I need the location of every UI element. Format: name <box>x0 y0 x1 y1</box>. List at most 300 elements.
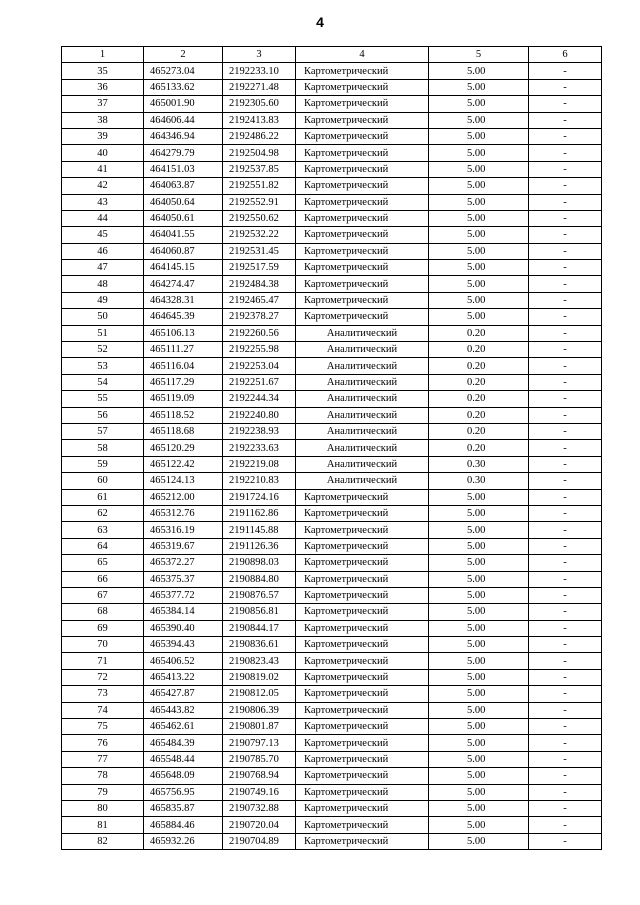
accuracy-cell: 5.00 <box>429 522 529 538</box>
method-cell: Картометрический <box>296 784 429 800</box>
point-number-cell: 52 <box>62 342 144 358</box>
note-cell: - <box>529 440 602 456</box>
table-row <box>62 768 602 784</box>
point-number-cell: 38 <box>62 112 144 128</box>
method-cell: Аналитический <box>296 473 429 489</box>
x-coordinate-cell: 465427.87 <box>144 686 223 702</box>
x-coordinate-cell: 465756.95 <box>144 784 223 800</box>
y-coordinate-cell: 2190801.87 <box>223 719 296 735</box>
y-coordinate-cell: 2190806.39 <box>223 702 296 718</box>
accuracy-cell: 5.00 <box>429 768 529 784</box>
method-cell: Аналитический <box>296 440 429 456</box>
x-coordinate-cell: 464606.44 <box>144 112 223 128</box>
accuracy-cell: 5.00 <box>429 800 529 816</box>
accuracy-cell: 5.00 <box>429 276 529 292</box>
y-coordinate-cell: 2192517.59 <box>223 260 296 276</box>
x-coordinate-cell: 464279.79 <box>144 145 223 161</box>
y-coordinate-cell: 2192255.98 <box>223 342 296 358</box>
x-coordinate-cell: 465106.13 <box>144 325 223 341</box>
point-number-cell: 47 <box>62 260 144 276</box>
x-coordinate-cell: 464060.87 <box>144 243 223 259</box>
table-row <box>62 522 602 538</box>
accuracy-cell: 5.00 <box>429 178 529 194</box>
method-cell: Картометрический <box>296 686 429 702</box>
x-coordinate-cell: 465413.22 <box>144 669 223 685</box>
header-col-4: 4 <box>296 47 429 63</box>
note-cell: - <box>529 374 602 390</box>
header-col-6: 6 <box>529 47 602 63</box>
note-cell: - <box>529 686 602 702</box>
accuracy-cell: 5.00 <box>429 112 529 128</box>
accuracy-cell: 5.00 <box>429 604 529 620</box>
note-cell: - <box>529 358 602 374</box>
table-row <box>62 112 602 128</box>
note-cell: - <box>529 145 602 161</box>
point-number-cell: 73 <box>62 686 144 702</box>
point-number-cell: 49 <box>62 292 144 308</box>
y-coordinate-cell: 2190856.81 <box>223 604 296 620</box>
x-coordinate-cell: 465118.68 <box>144 423 223 439</box>
accuracy-cell: 5.00 <box>429 309 529 325</box>
note-cell: - <box>529 505 602 521</box>
point-number-cell: 71 <box>62 653 144 669</box>
y-coordinate-cell: 2192260.56 <box>223 325 296 341</box>
point-number-cell: 39 <box>62 128 144 144</box>
table-row <box>62 735 602 751</box>
method-cell: Картометрический <box>296 587 429 603</box>
note-cell: - <box>529 79 602 95</box>
table-row <box>62 702 602 718</box>
x-coordinate-cell: 465932.26 <box>144 833 223 849</box>
accuracy-cell: 5.00 <box>429 751 529 767</box>
x-coordinate-cell: 465120.29 <box>144 440 223 456</box>
header-col-3: 3 <box>223 47 296 63</box>
point-number-cell: 80 <box>62 800 144 816</box>
x-coordinate-cell: 465316.19 <box>144 522 223 538</box>
table-row <box>62 423 602 439</box>
accuracy-cell: 5.00 <box>429 194 529 210</box>
y-coordinate-cell: 2192552.91 <box>223 194 296 210</box>
table-row <box>62 276 602 292</box>
y-coordinate-cell: 2192532.22 <box>223 227 296 243</box>
x-coordinate-cell: 464041.55 <box>144 227 223 243</box>
x-coordinate-cell: 465122.42 <box>144 456 223 472</box>
note-cell: - <box>529 194 602 210</box>
x-coordinate-cell: 465835.87 <box>144 800 223 816</box>
x-coordinate-cell: 464063.87 <box>144 178 223 194</box>
point-number-cell: 69 <box>62 620 144 636</box>
note-cell: - <box>529 620 602 636</box>
y-coordinate-cell: 2190819.02 <box>223 669 296 685</box>
note-cell: - <box>529 653 602 669</box>
method-cell: Картометрический <box>296 489 429 505</box>
note-cell: - <box>529 276 602 292</box>
x-coordinate-cell: 465133.62 <box>144 79 223 95</box>
method-cell: Картометрический <box>296 735 429 751</box>
method-cell: Аналитический <box>296 407 429 423</box>
x-coordinate-cell: 465312.76 <box>144 505 223 521</box>
method-cell: Картометрический <box>296 210 429 226</box>
x-coordinate-cell: 465319.67 <box>144 538 223 554</box>
method-cell: Аналитический <box>296 374 429 390</box>
y-coordinate-cell: 2192238.93 <box>223 423 296 439</box>
note-cell: - <box>529 407 602 423</box>
table-row <box>62 79 602 95</box>
y-coordinate-cell: 2190749.16 <box>223 784 296 800</box>
y-coordinate-cell: 2190732.88 <box>223 800 296 816</box>
method-cell: Картометрический <box>296 63 429 79</box>
accuracy-cell: 0.20 <box>429 358 529 374</box>
note-cell: - <box>529 391 602 407</box>
x-coordinate-cell: 465124.13 <box>144 473 223 489</box>
note-cell: - <box>529 587 602 603</box>
point-number-cell: 74 <box>62 702 144 718</box>
table-row <box>62 440 602 456</box>
point-number-cell: 77 <box>62 751 144 767</box>
note-cell: - <box>529 128 602 144</box>
y-coordinate-cell: 2192233.63 <box>223 440 296 456</box>
method-cell: Картометрический <box>296 637 429 653</box>
y-coordinate-cell: 2192413.83 <box>223 112 296 128</box>
y-coordinate-cell: 2192550.62 <box>223 210 296 226</box>
accuracy-cell: 5.00 <box>429 227 529 243</box>
point-number-cell: 45 <box>62 227 144 243</box>
method-cell: Картометрический <box>296 653 429 669</box>
point-number-cell: 72 <box>62 669 144 685</box>
note-cell: - <box>529 489 602 505</box>
y-coordinate-cell: 2190844.17 <box>223 620 296 636</box>
note-cell: - <box>529 784 602 800</box>
y-coordinate-cell: 2192210.83 <box>223 473 296 489</box>
table-row <box>62 571 602 587</box>
table-row <box>62 686 602 702</box>
table-row <box>62 210 602 226</box>
accuracy-cell: 0.20 <box>429 374 529 390</box>
method-cell: Картометрический <box>296 79 429 95</box>
accuracy-cell: 5.00 <box>429 260 529 276</box>
note-cell: - <box>529 63 602 79</box>
x-coordinate-cell: 465390.40 <box>144 620 223 636</box>
note-cell: - <box>529 112 602 128</box>
table-row <box>62 604 602 620</box>
note-cell: - <box>529 96 602 112</box>
accuracy-cell: 0.20 <box>429 325 529 341</box>
note-cell: - <box>529 817 602 833</box>
accuracy-cell: 0.30 <box>429 473 529 489</box>
point-number-cell: 78 <box>62 768 144 784</box>
y-coordinate-cell: 2190768.94 <box>223 768 296 784</box>
point-number-cell: 42 <box>62 178 144 194</box>
method-cell: Аналитический <box>296 325 429 341</box>
point-number-cell: 36 <box>62 79 144 95</box>
accuracy-cell: 0.30 <box>429 456 529 472</box>
point-number-cell: 60 <box>62 473 144 489</box>
method-cell: Картометрический <box>296 751 429 767</box>
accuracy-cell: 5.00 <box>429 587 529 603</box>
point-number-cell: 70 <box>62 637 144 653</box>
table-row <box>62 391 602 407</box>
y-coordinate-cell: 2190836.61 <box>223 637 296 653</box>
note-cell: - <box>529 768 602 784</box>
y-coordinate-cell: 2192253.04 <box>223 358 296 374</box>
accuracy-cell: 5.00 <box>429 702 529 718</box>
x-coordinate-cell: 465384.14 <box>144 604 223 620</box>
note-cell: - <box>529 325 602 341</box>
x-coordinate-cell: 464645.39 <box>144 309 223 325</box>
x-coordinate-cell: 465116.04 <box>144 358 223 374</box>
point-number-cell: 48 <box>62 276 144 292</box>
x-coordinate-cell: 465462.61 <box>144 719 223 735</box>
table-row <box>62 161 602 177</box>
note-cell: - <box>529 227 602 243</box>
accuracy-cell: 5.00 <box>429 784 529 800</box>
y-coordinate-cell: 2190884.80 <box>223 571 296 587</box>
method-cell: Аналитический <box>296 342 429 358</box>
note-cell: - <box>529 637 602 653</box>
x-coordinate-cell: 465372.27 <box>144 555 223 571</box>
method-cell: Картометрический <box>296 768 429 784</box>
point-number-cell: 35 <box>62 63 144 79</box>
y-coordinate-cell: 2192240.80 <box>223 407 296 423</box>
table-row <box>62 833 602 849</box>
note-cell: - <box>529 456 602 472</box>
table-header-row <box>62 47 602 63</box>
accuracy-cell: 5.00 <box>429 817 529 833</box>
header-col-1: 1 <box>62 47 144 63</box>
method-cell: Аналитический <box>296 358 429 374</box>
method-cell: Картометрический <box>296 96 429 112</box>
note-cell: - <box>529 423 602 439</box>
method-cell: Картометрический <box>296 817 429 833</box>
note-cell: - <box>529 719 602 735</box>
table-row <box>62 653 602 669</box>
y-coordinate-cell: 2192233.10 <box>223 63 296 79</box>
method-cell: Аналитический <box>296 391 429 407</box>
table-row <box>62 309 602 325</box>
x-coordinate-cell: 465406.52 <box>144 653 223 669</box>
accuracy-cell: 5.00 <box>429 620 529 636</box>
table-row <box>62 555 602 571</box>
point-number-cell: 79 <box>62 784 144 800</box>
x-coordinate-cell: 465119.09 <box>144 391 223 407</box>
table-row <box>62 637 602 653</box>
point-number-cell: 51 <box>62 325 144 341</box>
note-cell: - <box>529 735 602 751</box>
accuracy-cell: 5.00 <box>429 637 529 653</box>
coordinates-table <box>61 46 602 850</box>
y-coordinate-cell: 2192378.27 <box>223 309 296 325</box>
y-coordinate-cell: 2190704.89 <box>223 833 296 849</box>
y-coordinate-cell: 2190876.57 <box>223 587 296 603</box>
table-row <box>62 456 602 472</box>
accuracy-cell: 5.00 <box>429 96 529 112</box>
method-cell: Картометрический <box>296 194 429 210</box>
point-number-cell: 68 <box>62 604 144 620</box>
page-number: 4 <box>316 14 324 30</box>
y-coordinate-cell: 2192251.67 <box>223 374 296 390</box>
accuracy-cell: 5.00 <box>429 833 529 849</box>
method-cell: Картометрический <box>296 145 429 161</box>
accuracy-cell: 5.00 <box>429 669 529 685</box>
method-cell: Картометрический <box>296 571 429 587</box>
method-cell: Картометрический <box>296 505 429 521</box>
x-coordinate-cell: 464346.94 <box>144 128 223 144</box>
table-row <box>62 817 602 833</box>
y-coordinate-cell: 2191126.36 <box>223 538 296 554</box>
y-coordinate-cell: 2190812.05 <box>223 686 296 702</box>
y-coordinate-cell: 2190797.13 <box>223 735 296 751</box>
method-cell: Картометрический <box>296 161 429 177</box>
point-number-cell: 57 <box>62 423 144 439</box>
method-cell: Картометрический <box>296 620 429 636</box>
method-cell: Картометрический <box>296 227 429 243</box>
note-cell: - <box>529 604 602 620</box>
table-row <box>62 260 602 276</box>
table-row <box>62 194 602 210</box>
method-cell: Картометрический <box>296 538 429 554</box>
accuracy-cell: 5.00 <box>429 505 529 521</box>
accuracy-cell: 5.00 <box>429 653 529 669</box>
method-cell: Картометрический <box>296 702 429 718</box>
method-cell: Картометрический <box>296 719 429 735</box>
table-row <box>62 374 602 390</box>
y-coordinate-cell: 2190823.43 <box>223 653 296 669</box>
y-coordinate-cell: 2190898.03 <box>223 555 296 571</box>
note-cell: - <box>529 292 602 308</box>
note-cell: - <box>529 833 602 849</box>
point-number-cell: 43 <box>62 194 144 210</box>
table-row <box>62 505 602 521</box>
method-cell: Картометрический <box>296 833 429 849</box>
table-row <box>62 669 602 685</box>
x-coordinate-cell: 465117.29 <box>144 374 223 390</box>
method-cell: Аналитический <box>296 456 429 472</box>
note-cell: - <box>529 210 602 226</box>
table-row <box>62 751 602 767</box>
x-coordinate-cell: 465118.52 <box>144 407 223 423</box>
table-row <box>62 325 602 341</box>
x-coordinate-cell: 464274.47 <box>144 276 223 292</box>
table-row <box>62 96 602 112</box>
method-cell: Картометрический <box>296 604 429 620</box>
method-cell: Аналитический <box>296 423 429 439</box>
accuracy-cell: 5.00 <box>429 292 529 308</box>
header-col-5: 5 <box>429 47 529 63</box>
table-row <box>62 243 602 259</box>
point-number-cell: 65 <box>62 555 144 571</box>
point-number-cell: 53 <box>62 358 144 374</box>
header-col-2: 2 <box>144 47 223 63</box>
accuracy-cell: 5.00 <box>429 79 529 95</box>
accuracy-cell: 5.00 <box>429 161 529 177</box>
x-coordinate-cell: 465884.46 <box>144 817 223 833</box>
method-cell: Картометрический <box>296 522 429 538</box>
y-coordinate-cell: 2191724.16 <box>223 489 296 505</box>
accuracy-cell: 5.00 <box>429 719 529 735</box>
y-coordinate-cell: 2192531.45 <box>223 243 296 259</box>
accuracy-cell: 0.20 <box>429 342 529 358</box>
y-coordinate-cell: 2192504.98 <box>223 145 296 161</box>
point-number-cell: 59 <box>62 456 144 472</box>
x-coordinate-cell: 464145.15 <box>144 260 223 276</box>
accuracy-cell: 5.00 <box>429 128 529 144</box>
method-cell: Картометрический <box>296 243 429 259</box>
y-coordinate-cell: 2192551.82 <box>223 178 296 194</box>
table-row <box>62 227 602 243</box>
note-cell: - <box>529 669 602 685</box>
method-cell: Картометрический <box>296 669 429 685</box>
y-coordinate-cell: 2192537.85 <box>223 161 296 177</box>
point-number-cell: 41 <box>62 161 144 177</box>
table-row <box>62 128 602 144</box>
method-cell: Картометрический <box>296 112 429 128</box>
table-row <box>62 719 602 735</box>
method-cell: Картометрический <box>296 128 429 144</box>
x-coordinate-cell: 464328.31 <box>144 292 223 308</box>
point-number-cell: 62 <box>62 505 144 521</box>
x-coordinate-cell: 465273.04 <box>144 63 223 79</box>
point-number-cell: 67 <box>62 587 144 603</box>
method-cell: Картометрический <box>296 555 429 571</box>
point-number-cell: 56 <box>62 407 144 423</box>
table-body <box>62 63 602 850</box>
accuracy-cell: 5.00 <box>429 243 529 259</box>
note-cell: - <box>529 555 602 571</box>
y-coordinate-cell: 2190720.04 <box>223 817 296 833</box>
y-coordinate-cell: 2192305.60 <box>223 96 296 112</box>
x-coordinate-cell: 465443.82 <box>144 702 223 718</box>
note-cell: - <box>529 309 602 325</box>
table-row <box>62 145 602 161</box>
y-coordinate-cell: 2192219.08 <box>223 456 296 472</box>
point-number-cell: 50 <box>62 309 144 325</box>
note-cell: - <box>529 571 602 587</box>
point-number-cell: 81 <box>62 817 144 833</box>
point-number-cell: 61 <box>62 489 144 505</box>
y-coordinate-cell: 2192465.47 <box>223 292 296 308</box>
x-coordinate-cell: 465377.72 <box>144 587 223 603</box>
x-coordinate-cell: 465548.44 <box>144 751 223 767</box>
accuracy-cell: 5.00 <box>429 735 529 751</box>
method-cell: Картометрический <box>296 800 429 816</box>
accuracy-cell: 5.00 <box>429 63 529 79</box>
point-number-cell: 46 <box>62 243 144 259</box>
point-number-cell: 66 <box>62 571 144 587</box>
method-cell: Картометрический <box>296 309 429 325</box>
note-cell: - <box>529 522 602 538</box>
note-cell: - <box>529 342 602 358</box>
x-coordinate-cell: 465001.90 <box>144 96 223 112</box>
method-cell: Картометрический <box>296 260 429 276</box>
note-cell: - <box>529 702 602 718</box>
accuracy-cell: 5.00 <box>429 571 529 587</box>
table-row <box>62 292 602 308</box>
point-number-cell: 55 <box>62 391 144 407</box>
point-number-cell: 58 <box>62 440 144 456</box>
x-coordinate-cell: 464050.61 <box>144 210 223 226</box>
table-row <box>62 620 602 636</box>
point-number-cell: 63 <box>62 522 144 538</box>
table-row <box>62 800 602 816</box>
accuracy-cell: 0.20 <box>429 391 529 407</box>
table-row <box>62 63 602 79</box>
y-coordinate-cell: 2192484.38 <box>223 276 296 292</box>
y-coordinate-cell: 2192271.48 <box>223 79 296 95</box>
note-cell: - <box>529 800 602 816</box>
accuracy-cell: 5.00 <box>429 489 529 505</box>
table-row <box>62 178 602 194</box>
accuracy-cell: 5.00 <box>429 555 529 571</box>
